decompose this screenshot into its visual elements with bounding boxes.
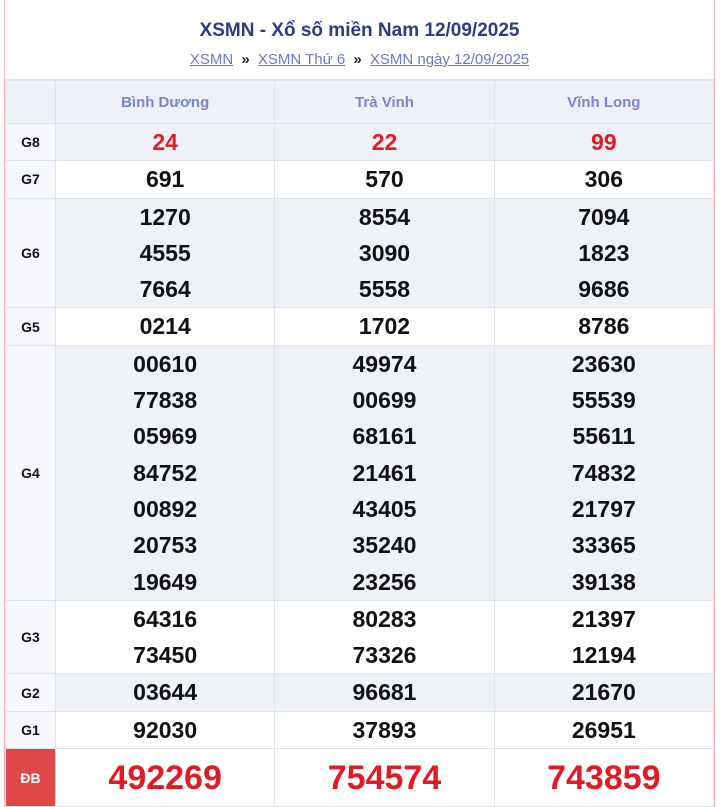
prize-cell bbox=[56, 124, 275, 161]
results-table bbox=[5, 80, 714, 807]
prize-cell bbox=[56, 198, 275, 308]
prize-cell bbox=[56, 749, 275, 807]
prize-number: 20753 bbox=[133, 532, 198, 559]
prize-number: 306 bbox=[584, 166, 624, 193]
breadcrumb-xsmn-friday[interactable]: XSMN Thứ 6 bbox=[257, 51, 346, 68]
breadcrumb-separator: » bbox=[353, 51, 362, 68]
prize-number: 492269 bbox=[108, 758, 222, 797]
prize-number: 43405 bbox=[352, 495, 417, 522]
prize-rows bbox=[6, 124, 714, 807]
prize-number: 22 bbox=[371, 129, 398, 155]
prize-number: 23630 bbox=[571, 350, 636, 377]
prize-row-g5 bbox=[6, 308, 714, 345]
prize-row-g8 bbox=[6, 124, 714, 161]
prize-number: 73450 bbox=[133, 642, 198, 669]
province-vinh-long: Vĩnh Long bbox=[494, 81, 713, 124]
prize-cell bbox=[275, 345, 494, 600]
prize-number: 21670 bbox=[571, 679, 636, 706]
prize-cell bbox=[275, 600, 494, 674]
prize-number: 68161 bbox=[352, 423, 417, 450]
prize-cell bbox=[494, 711, 713, 748]
prize-number: 33365 bbox=[571, 532, 636, 559]
prize-cell bbox=[494, 198, 713, 308]
prize-number: 7094 bbox=[578, 203, 630, 230]
prize-number: 73326 bbox=[352, 642, 417, 669]
prize-number: 1823 bbox=[578, 239, 630, 266]
prize-cell bbox=[275, 749, 494, 807]
prize-number: 35240 bbox=[352, 532, 417, 559]
prize-number: 39138 bbox=[571, 568, 636, 595]
prize-row-g3 bbox=[6, 600, 714, 674]
prize-number: 8554 bbox=[358, 203, 411, 230]
prize-cell bbox=[494, 161, 713, 198]
prize-label: G8 bbox=[6, 124, 56, 161]
prize-label: G4 bbox=[6, 345, 56, 600]
prize-cell bbox=[275, 198, 494, 308]
prize-number: 64316 bbox=[133, 605, 198, 632]
prize-number: 754574 bbox=[327, 758, 442, 797]
prize-cell bbox=[56, 600, 275, 674]
prize-number: 00699 bbox=[352, 387, 417, 414]
prize-number: 84752 bbox=[133, 459, 198, 486]
prize-cell bbox=[494, 674, 713, 711]
prize-cell bbox=[275, 124, 494, 161]
prize-number: 49974 bbox=[352, 350, 417, 377]
prize-cell bbox=[494, 749, 713, 807]
prize-number: 77838 bbox=[133, 387, 198, 414]
results-header bbox=[5, 0, 714, 80]
prize-cell bbox=[494, 308, 713, 345]
prize-number: 99 bbox=[591, 129, 617, 155]
prize-number: 19649 bbox=[133, 568, 198, 595]
prize-cell bbox=[494, 600, 713, 674]
results-panel bbox=[4, 0, 715, 807]
breadcrumb-xsmn-date[interactable]: XSMN ngày 12/09/2025 bbox=[369, 51, 530, 68]
breadcrumb-xsmn[interactable]: XSMN bbox=[189, 51, 234, 68]
breadcrumb-separator: » bbox=[241, 51, 250, 68]
prize-cell bbox=[275, 161, 494, 198]
corner-cell bbox=[6, 81, 56, 124]
prize-number: 96681 bbox=[352, 679, 417, 706]
province-tra-vinh: Trà Vinh bbox=[275, 81, 494, 124]
prize-number: 1702 bbox=[358, 313, 411, 340]
prize-cell bbox=[494, 124, 713, 161]
prize-number: 0214 bbox=[139, 313, 191, 340]
prize-number: 21397 bbox=[571, 605, 636, 632]
prize-label: G7 bbox=[6, 161, 56, 198]
prize-number: 1270 bbox=[139, 203, 191, 230]
prize-number: 24 bbox=[152, 129, 178, 155]
province-binh-duong: Bình Dương bbox=[56, 81, 275, 124]
prize-number: 691 bbox=[145, 166, 185, 193]
prize-cell bbox=[56, 674, 275, 711]
prize-row-g1 bbox=[6, 711, 714, 748]
prize-number: 12194 bbox=[571, 642, 636, 669]
prize-cell bbox=[494, 345, 713, 600]
prize-row-g7 bbox=[6, 161, 714, 198]
prize-number: 3090 bbox=[358, 239, 411, 266]
page-title: XSMN - Xổ số miền Nam 12/09/2025 bbox=[199, 20, 520, 41]
prize-number: 5558 bbox=[358, 276, 411, 303]
prize-row-g2 bbox=[6, 674, 714, 711]
prize-label: G2 bbox=[6, 674, 56, 711]
prize-number: 05969 bbox=[133, 423, 198, 450]
prize-cell bbox=[56, 711, 275, 748]
prize-number: 21461 bbox=[352, 459, 417, 486]
prize-cell bbox=[56, 308, 275, 345]
prize-label: G3 bbox=[6, 600, 56, 674]
province-header-row bbox=[6, 81, 714, 124]
prize-number: 26951 bbox=[571, 716, 636, 743]
prize-label: ĐB bbox=[6, 749, 56, 807]
prize-number: 4555 bbox=[139, 239, 191, 266]
prize-number: 00892 bbox=[133, 495, 198, 522]
prize-label: G6 bbox=[6, 198, 56, 308]
prize-number: 55539 bbox=[571, 387, 636, 414]
prize-number: 37893 bbox=[352, 716, 417, 743]
prize-number: 92030 bbox=[133, 716, 198, 743]
prize-cell bbox=[56, 345, 275, 600]
prize-number: 743859 bbox=[547, 758, 661, 797]
prize-number: 80283 bbox=[352, 605, 417, 632]
prize-label: G1 bbox=[6, 711, 56, 748]
prize-number: 7664 bbox=[139, 276, 191, 303]
prize-number: 03644 bbox=[133, 679, 198, 706]
breadcrumb bbox=[5, 51, 714, 68]
prize-number: 9686 bbox=[578, 276, 630, 303]
prize-number: 55611 bbox=[572, 423, 636, 450]
prize-cell bbox=[275, 308, 494, 345]
prize-row-g4 bbox=[6, 345, 714, 600]
prize-label: G5 bbox=[6, 308, 56, 345]
prize-cell bbox=[275, 711, 494, 748]
prize-number: 8786 bbox=[578, 313, 630, 340]
prize-number: 21797 bbox=[571, 495, 636, 522]
prize-row-g6 bbox=[6, 198, 714, 308]
prize-number: 00610 bbox=[133, 350, 198, 377]
prize-cell bbox=[56, 161, 275, 198]
prize-row-đb bbox=[6, 749, 714, 807]
prize-cell bbox=[275, 674, 494, 711]
prize-number: 74832 bbox=[571, 459, 636, 486]
prize-number: 23256 bbox=[352, 568, 417, 595]
prize-number: 570 bbox=[365, 166, 404, 193]
